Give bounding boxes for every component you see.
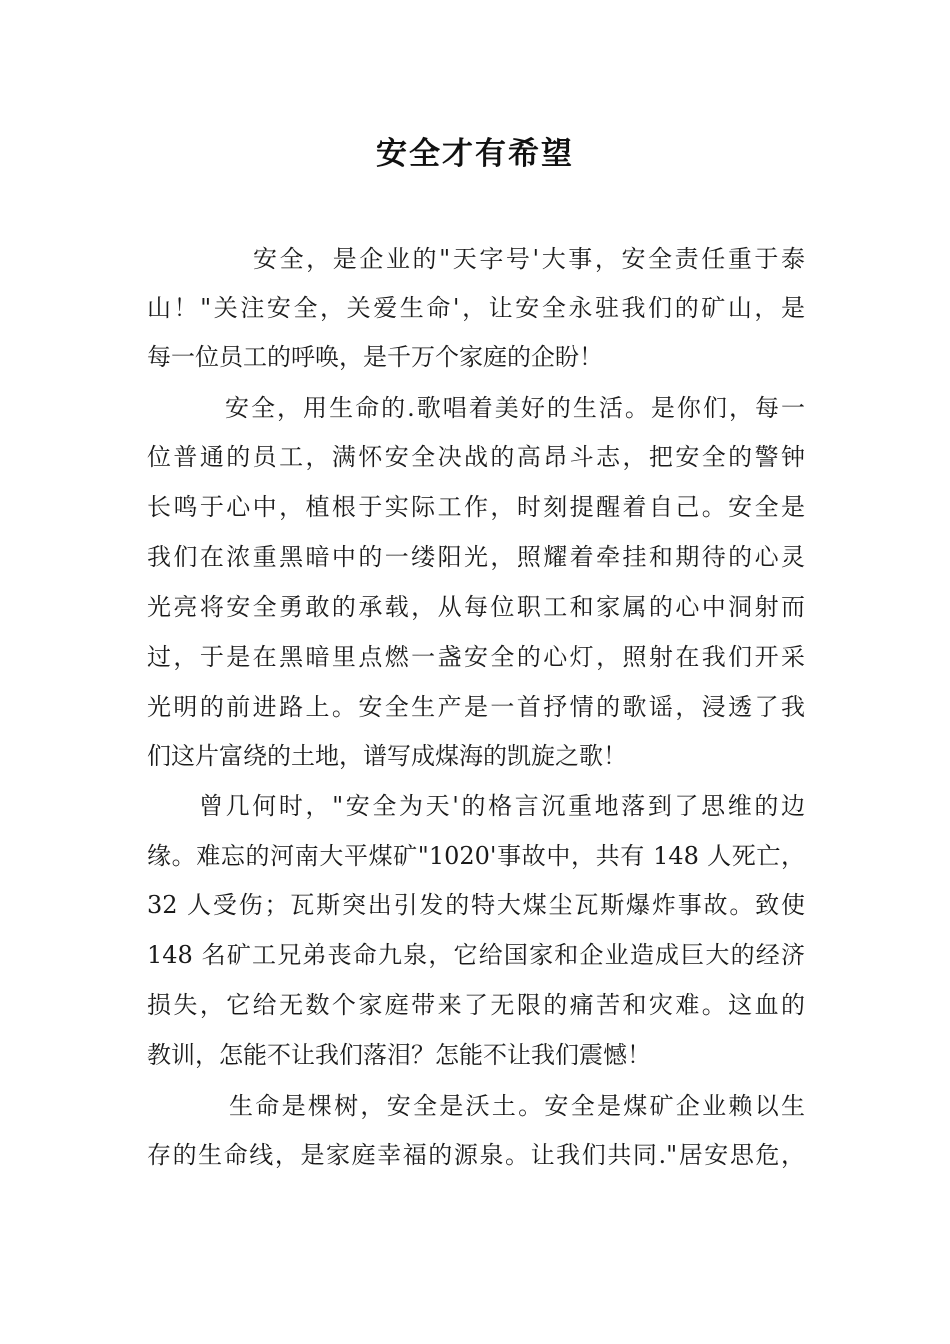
paragraph-2-line-5: 光亮将安全勇敢的承载，从每位职工和家属的心中洞射而 <box>147 593 805 621</box>
paragraph-3-line-6: 教训，怎能不让我们落泪？怎能不让我们震憾！ <box>147 1041 651 1069</box>
paragraph-1-line-3: 每一位员工的呼唤，是千万个家庭的企盼！ <box>147 343 603 371</box>
paragraph-3-line-2: 缘。难忘的河南大平煤矿"1020'事故中，共有 148 人死亡， <box>147 842 805 870</box>
paragraph-1-line-2: 山！"关注安全，关爱生命'，让安全永驻我们的矿山，是 <box>147 294 805 322</box>
paragraph-3-line-1: 曾几何时，"安全为天'的格言沉重地落到了思维的边 <box>199 792 805 820</box>
paragraph-3-line-5: 损失，它给无数个家庭带来了无限的痛苦和灾难。这血的 <box>147 991 805 1019</box>
paragraph-2-line-8: 们这片富绕的土地，谱写成煤海的凯旋之歌！ <box>147 742 627 770</box>
paragraph-2-line-1: 安全，用生命的.歌唱着美好的生活。是你们，每一 <box>225 394 805 422</box>
paragraph-3-line-3: 32 人受伤；瓦斯突出引发的特大煤尘瓦斯爆炸事故。致使 <box>147 891 805 919</box>
paragraph-2-line-4: 我们在浓重黑暗中的一缕阳光，照耀着牵挂和期待的心灵 <box>147 543 805 571</box>
paragraph-4-line-2: 存的生命线，是家庭幸福的源泉。让我们共同."居安思危， <box>147 1141 805 1169</box>
document-title: 安全才有希望 <box>376 136 574 172</box>
paragraph-2-line-6: 过，于是在黑暗里点燃一盏安全的心灯，照射在我们开采 <box>147 643 805 671</box>
paragraph-2-line-3: 长鸣于心中，植根于实际工作，时刻提醒着自己。安全是 <box>147 493 805 521</box>
paragraph-4-line-1: 生命是棵树，安全是沃土。安全是煤矿企业赖以生 <box>229 1092 805 1120</box>
paragraph-2-line-7: 光明的前进路上。安全生产是一首抒情的歌谣，浸透了我 <box>147 693 805 721</box>
paragraph-3-line-4: 148 名矿工兄弟丧命九泉，它给国家和企业造成巨大的经济 <box>147 941 805 969</box>
paragraph-1-line-1: 安全，是企业的"天字号'大事，安全责任重于泰 <box>253 245 805 273</box>
paragraph-2-line-2: 位普通的员工，满怀安全决战的高昂斗志，把安全的警钟 <box>147 443 805 471</box>
